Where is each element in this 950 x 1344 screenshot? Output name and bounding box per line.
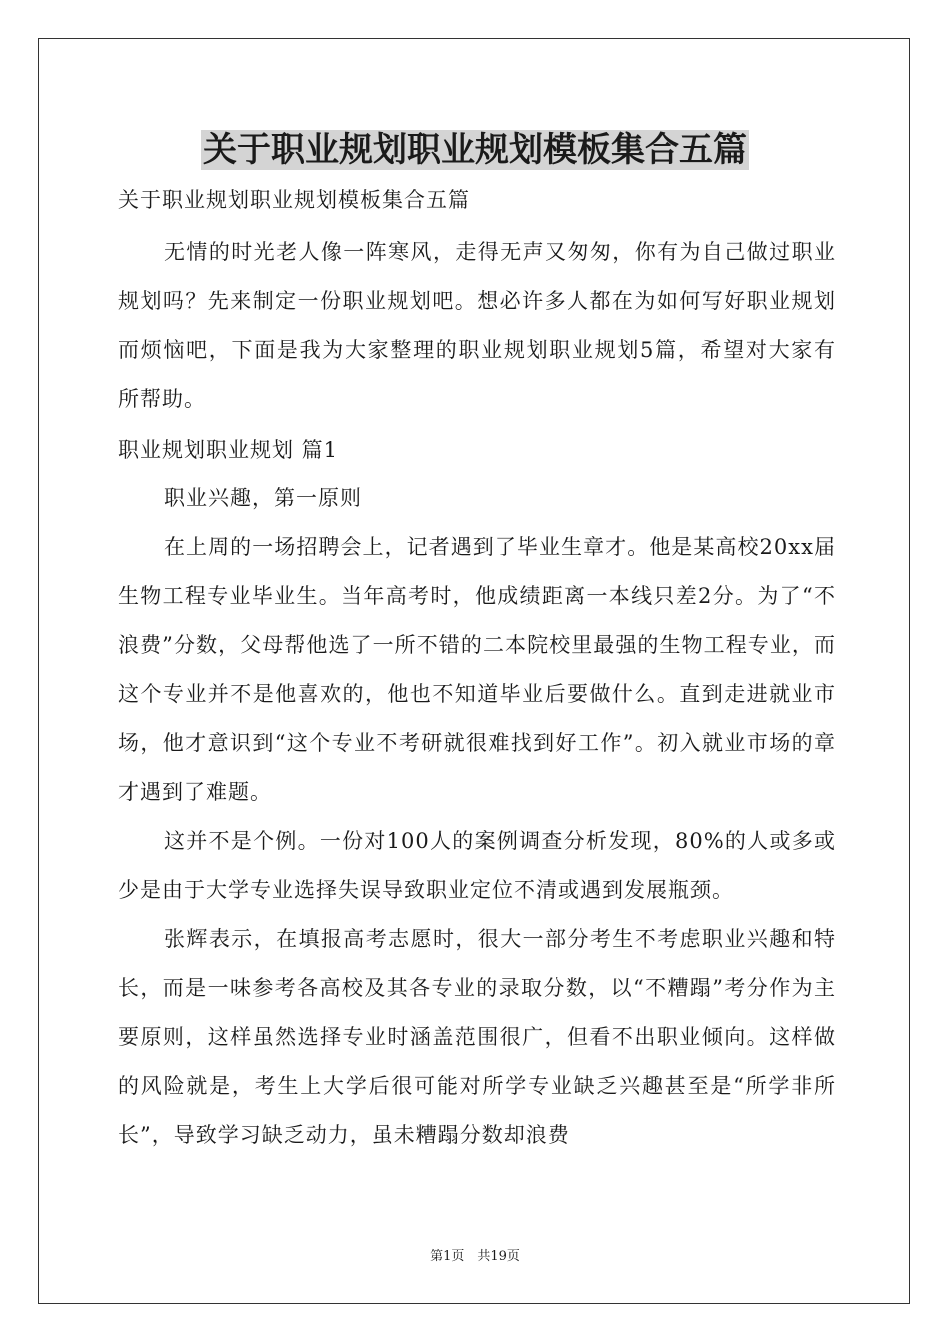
intro-paragraph: 无情的时光老人像一阵寒风，走得无声又匆匆，你有为自己做过职业规划吗？先来制定一份职业规划吧。想必许多人都在为如何写好职业规划而烦恼吧，下面是我为大家整理的职业规划职业规划5篇，希望对大家有所帮助。 — [118, 240, 836, 411]
body-paragraph-2: 这并不是个例。一份对100人的案例调查分析发现，80%的人或多或少是由于大学专业选择失误导致职业定位不清或遇到发展瓶颈。 — [118, 829, 836, 902]
section-heading: 职业规划职业规划 篇1 — [118, 438, 339, 462]
body-paragraph-3: 张辉表示，在填报高考志愿时，很大一部分考生不考虑职业兴趣和特长，而是一味参考各高校及其各专业的录取分数，以“不糟蹋”考分作为主要原则，这样虽然选择专业时涵盖范围很广，但看不出职业倾向。这样做的风险就是，考生上大学后很可能对所学专业缺乏兴趣甚至是“所学非所长”，导致学习缺乏动力，虽未糟蹋分数却浪费 — [118, 927, 836, 1147]
document-body — [118, 180, 836, 1160]
page-number-footer: 第1页 共19页 — [430, 1249, 520, 1264]
body-paragraph-1: 在上周的一场招聘会上，记者遇到了毕业生章才。他是某高校20xx届生物工程专业毕业生。当年高考时，他成绩距离一本线只差2分。为了“不浪费”分数，父母帮他选了一所不错的二本院校里最强的生物工程专业，而这个专业并不是他喜欢的，他也不知道毕业后要做什么。直到走进就业市场，他才意识到“这个专业不考研就很难找到好工作”。初入就业市场的章才遇到了难题。 — [118, 535, 836, 804]
document-title — [0, 128, 950, 172]
section-subheading: 职业兴趣，第一原则 — [164, 486, 362, 510]
document-subtitle: 关于职业规划职业规划模板集合五篇 — [118, 188, 470, 212]
document-title-text: 关于职业规划职业规划模板集合五篇 — [203, 130, 747, 170]
